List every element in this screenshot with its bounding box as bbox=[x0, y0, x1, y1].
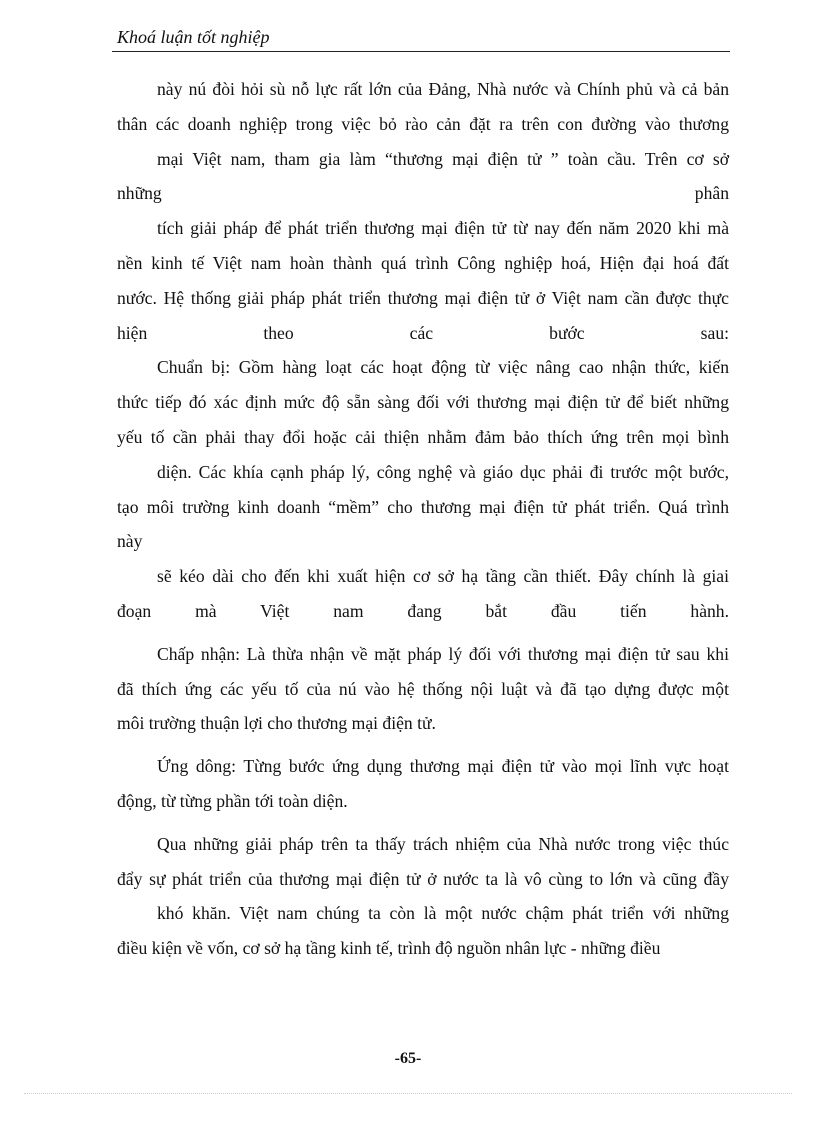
header-divider bbox=[112, 51, 730, 52]
text-line: mại Việt nam, tham gia làm “thương mại điện tử ” toàn cầu. Trên cơ sở bbox=[157, 148, 729, 169]
text-line: động, từ từng phần tới toàn diện. bbox=[117, 790, 348, 811]
text-line: đẩy sự phát triển của thương mại điện tử ở nước ta là vô cùng to lớn và cũng đầy bbox=[117, 868, 729, 889]
text-line: những phân bbox=[117, 183, 729, 204]
document-body bbox=[117, 72, 729, 966]
text-line: tích giải pháp để phát triển thương mại điện tử từ nay đến năm 2020 khi mà bbox=[157, 218, 729, 239]
text-line: hiện theo các bước sau: bbox=[117, 322, 729, 343]
text-line: nước. Hệ thống giải pháp phát triển thương mại điện tử ở Việt nam cần được thực bbox=[117, 287, 729, 308]
text-line: diện. Các khía cạnh pháp lý, công nghệ và giáo dục phải đi trước một bước, bbox=[157, 461, 729, 482]
page-bottom-border bbox=[24, 1093, 792, 1094]
paragraph bbox=[117, 749, 729, 819]
paragraph bbox=[117, 72, 729, 350]
paragraph bbox=[117, 350, 729, 628]
text-line: Chấp nhận: Là thừa nhận về mặt pháp lý đối với thương mại điện tử sau khi bbox=[157, 643, 729, 664]
text-line: sẽ kéo dài cho đến khi xuất hiện cơ sở hạ tầng cần thiết. Đây chính là giai bbox=[157, 566, 729, 587]
text-line: này nú đòi hỏi sù nỗ lực rất lớn của Đảng, Nhà nước và Chính phủ và cả bản bbox=[157, 79, 729, 99]
text-line: này bbox=[117, 531, 143, 552]
text-line: đoạn mà Việt nam đang bắt đầu tiến hành. bbox=[117, 600, 729, 621]
text-line: tạo môi trường kinh doanh “mềm” cho thương mại điện tử phát triển. Quá trình bbox=[117, 496, 729, 517]
page-number: -65- bbox=[394, 1050, 422, 1067]
text-line: Ứng dông: Từng bước ứng dụng thương mại điện tử vào mọi lĩnh vực hoạt bbox=[157, 756, 729, 777]
paragraph-gap bbox=[117, 819, 729, 827]
text-line: Qua những giải pháp trên ta thấy trách nhiệm của Nhà nước trong việc thúc bbox=[157, 833, 729, 854]
text-line: khó khăn. Việt nam chúng ta còn là một nước chậm phát triển với những bbox=[157, 903, 729, 924]
text-line: yếu tố cần phải thay đổi hoặc cải thiện nhằm đảm bảo thích ứng trên mọi bình bbox=[117, 426, 729, 447]
text-line: Chuẩn bị: Gồm hàng loạt các hoạt động từ việc nâng cao nhận thức, kiến bbox=[157, 357, 729, 378]
text-line: đã thích ứng các yếu tố của nú vào hệ thống nội luật và đã tạo dựng được một bbox=[117, 678, 729, 699]
text-line: nền kinh tế Việt nam hoàn thành quá trình Công nghiệp hoá, Hiện đại hoá đất bbox=[117, 252, 729, 273]
text-line: thân các doanh nghiệp trong việc bỏ rào cản đặt ra trên con đường vào thương bbox=[117, 113, 729, 134]
paragraph bbox=[117, 637, 729, 741]
paragraph-gap bbox=[117, 629, 729, 637]
text-line: điều kiện về vốn, cơ sở hạ tầng kinh tế, trình độ nguồn nhân lực - những điều bbox=[117, 938, 661, 959]
running-header: Khoá luận tốt nghiệp bbox=[117, 27, 270, 47]
paragraph bbox=[117, 827, 729, 966]
text-line: thức tiếp đó xác định mức độ sẵn sàng đối với thương mại điện tử để biết những bbox=[117, 392, 729, 413]
text-line: môi trường thuận lợi cho thương mại điện tử. bbox=[117, 713, 436, 734]
paragraph-gap bbox=[117, 741, 729, 749]
